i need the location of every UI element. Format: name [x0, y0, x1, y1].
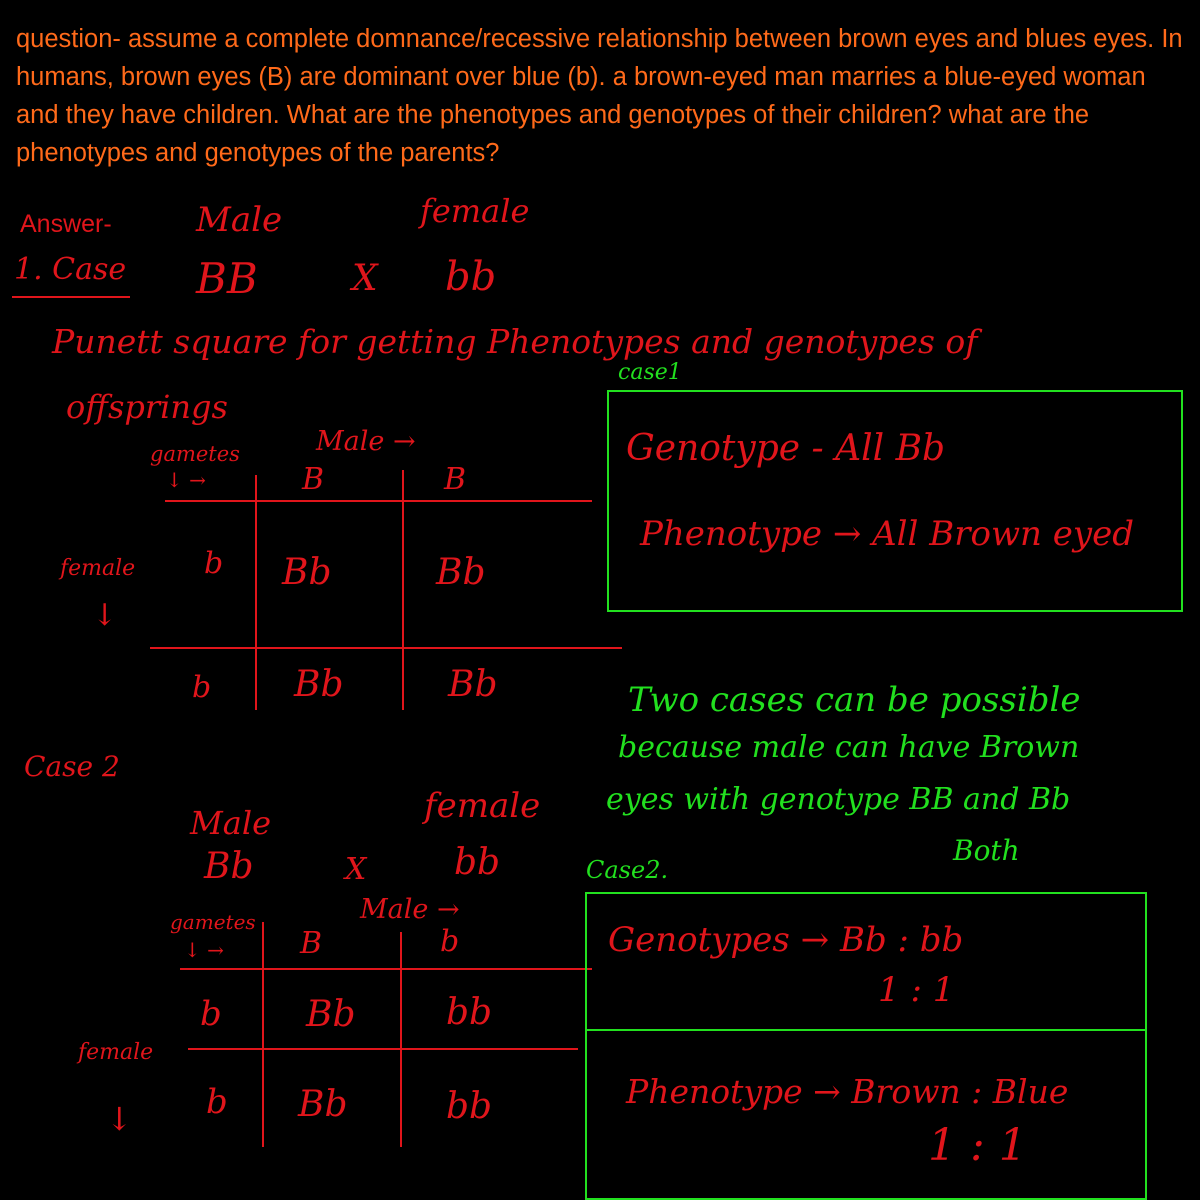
case1-male-label: Male — [196, 200, 283, 240]
case1-cell-r1c2: Bb — [436, 552, 486, 593]
case1-female-label: female — [420, 192, 530, 230]
case1-cell-r2c1: Bb — [294, 664, 344, 705]
case1-label: 1. Case — [14, 252, 127, 287]
note-line4: Both — [953, 834, 1020, 867]
case1-grid-hline-top — [165, 500, 592, 502]
case2-female-side-label: female — [78, 1040, 154, 1065]
case2-grid-hline-top — [180, 968, 592, 970]
note-line2: because male can have Brown — [618, 730, 1080, 765]
case2-gametes-arrow: ↓ → — [184, 938, 224, 962]
case2-male-gamete-2: b — [440, 924, 460, 959]
case2-gametes-label: gametes — [170, 910, 256, 934]
case2-cell-r2c1: Bb — [298, 1084, 348, 1125]
case1-down-arrow-icon: ↓ — [92, 598, 118, 633]
case1-female-gamete-1: b — [204, 546, 224, 581]
case2-label: Case 2 — [24, 750, 120, 783]
case2-grid-vline-left — [262, 922, 264, 1147]
case1-gametes-arrow: ↓ → — [166, 468, 206, 492]
case1-genotype-result: Genotype - All Bb — [626, 428, 946, 469]
case1-cell-r2c2: Bb — [448, 664, 498, 705]
case1-grid-vline-left — [255, 475, 257, 710]
punnett-note-line1: Punett square for getting Phenotypes and genotypes of — [52, 322, 978, 361]
case2-grid-vline-right — [400, 932, 402, 1147]
case2-phenotype-ratio: 1 : 1 — [928, 1120, 1027, 1171]
case2-female-genotype: bb — [454, 842, 501, 883]
case1-female-genotype: bb — [445, 254, 497, 300]
case2-genotypes-ratio: 1 : 1 — [878, 970, 955, 1010]
case2-box-divider — [585, 1029, 1145, 1031]
case2-male-label: Male — [190, 804, 272, 842]
punnett-note-line2: offsprings — [66, 388, 228, 426]
case1-female-gamete-2: b — [192, 670, 212, 705]
case2-cell-r2c2: bb — [446, 1086, 493, 1127]
case1-female-side-label: female — [60, 556, 136, 581]
question-text: question- assume a complete domnance/recessive relationship between brown eyes and blues eyes. In humans, brown eyes (B) are dominant over blue (b). a brown-eyed man marries a blue-eyed woman and they have children. What are the phenotypes and genotypes of their children? what are the phenotypes and genotypes of the parents? — [16, 25, 1183, 167]
case2-box-title: Case2. — [586, 856, 669, 884]
case2-genotypes-result: Genotypes → Bb : bb — [608, 920, 964, 960]
case1-grid-hline-mid — [150, 647, 622, 649]
case1-male-genotype: BB — [196, 254, 258, 303]
case1-male-gamete-1: B — [302, 462, 325, 497]
case1-box-title: case1 — [618, 360, 682, 385]
case2-female-gamete-2: b — [206, 1082, 228, 1122]
case1-grid-vline-right — [402, 470, 404, 710]
case1-phenotype-result: Phenotype → All Brown eyed — [640, 514, 1134, 554]
case2-cross: X — [345, 852, 367, 887]
case1-cell-r1c1: Bb — [282, 552, 332, 593]
case2-grid-hline-mid — [188, 1048, 578, 1050]
case2-male-genotype: Bb — [204, 846, 254, 887]
case2-down-arrow-icon: ↓ — [106, 1100, 133, 1138]
case2-male-gamete-1: B — [300, 926, 323, 961]
note-line1: Two cases can be possible — [628, 680, 1081, 720]
case2-cell-r1c2: bb — [446, 992, 493, 1033]
case1-underline — [12, 296, 130, 298]
case1-cross: X — [352, 258, 378, 299]
case1-male-arrow-label: Male → — [316, 426, 416, 457]
case2-phenotype-result: Phenotype → Brown : Blue — [626, 1072, 1069, 1111]
case2-male-arrow-label: Male → — [360, 894, 460, 925]
case2-cell-r1c1: Bb — [306, 994, 356, 1035]
case1-male-gamete-2: B — [444, 462, 467, 497]
case2-female-label: female — [424, 786, 541, 826]
case1-gametes-label: gametes — [150, 442, 240, 466]
case2-female-gamete-1: b — [200, 994, 222, 1034]
case1-result-box — [607, 390, 1183, 612]
answer-label: Answer- — [20, 210, 112, 238]
note-line3: eyes with genotype BB and Bb — [606, 782, 1071, 817]
